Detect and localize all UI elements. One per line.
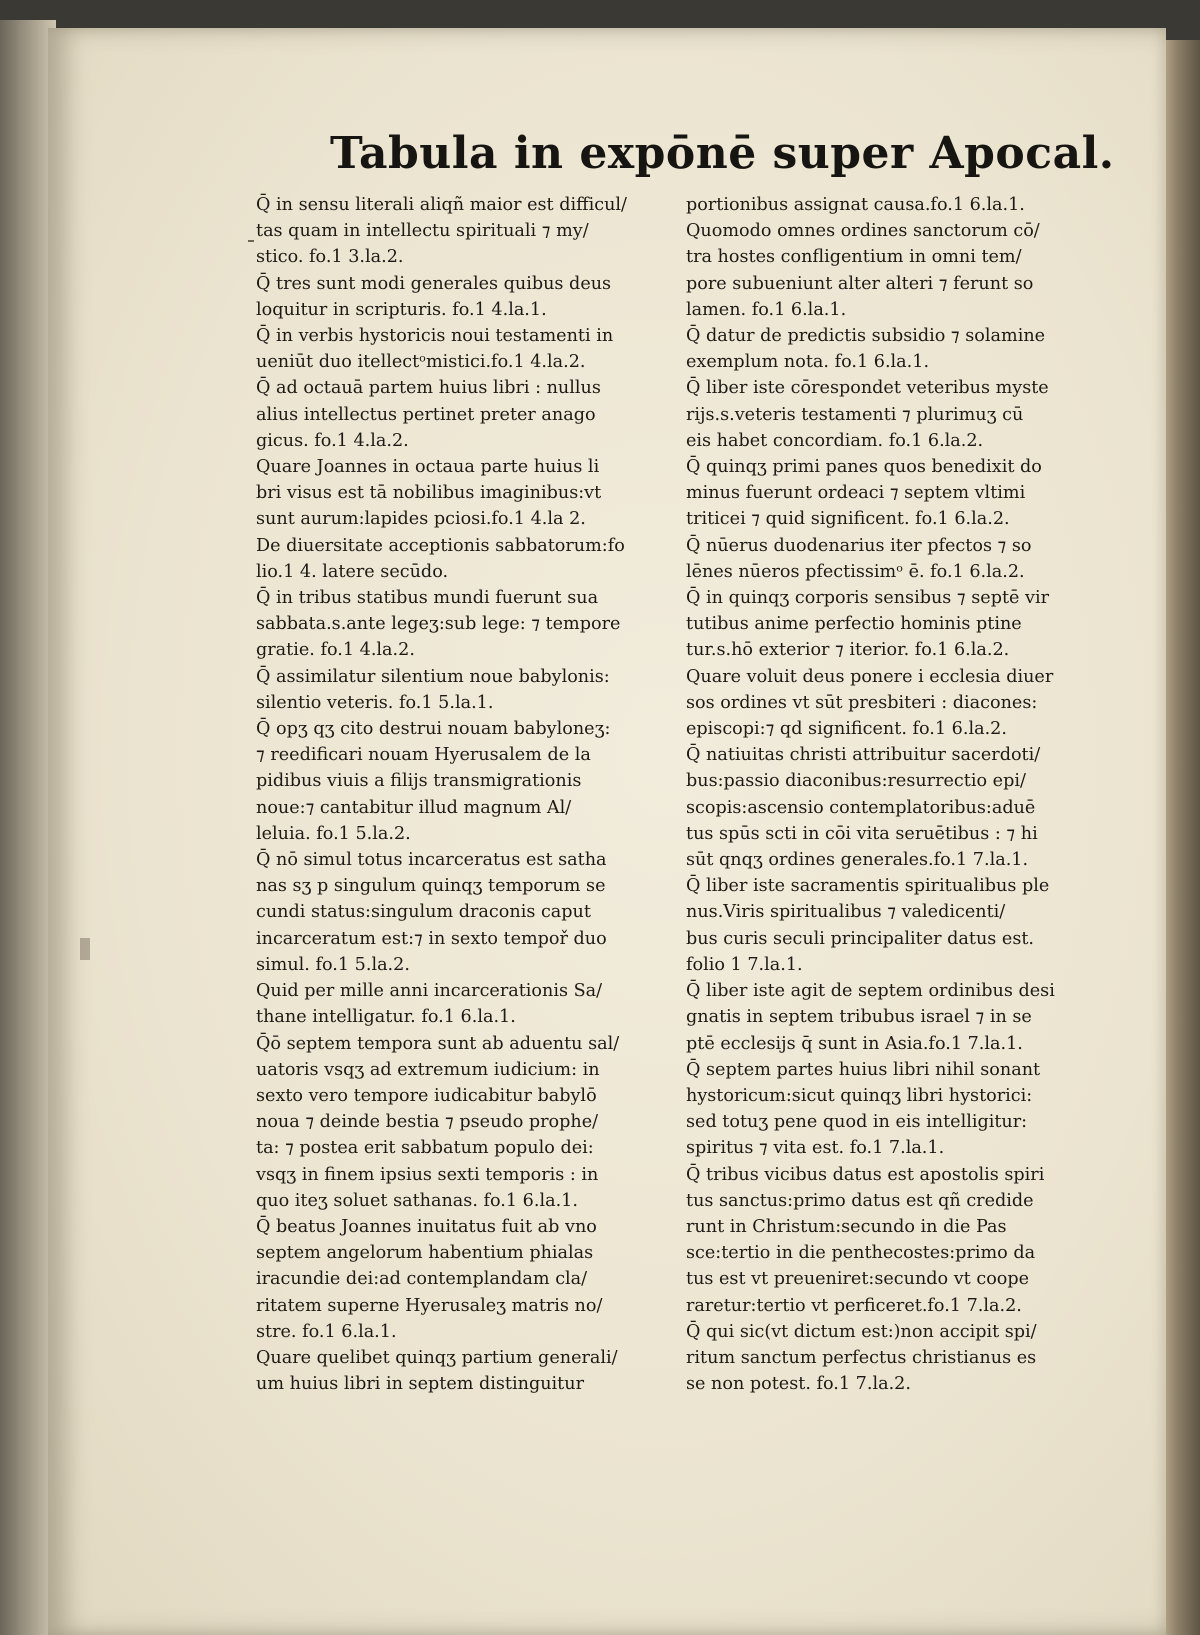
index-entry-line: spiritus ⁊ vita est. fo.1 7.la.1. (686, 1138, 945, 1159)
index-entry-line: loquitur in scripturis. fo.1 4.la.1. (256, 299, 547, 320)
index-entry-line: Q̄ liber iste agit de septem ordinibus desi (686, 981, 1055, 1002)
index-entry (256, 1214, 686, 1345)
index-entry-line: Q̄ liber iste sacramentis spiritualibus ple (686, 876, 1050, 897)
index-entry (256, 323, 686, 375)
index-entry (686, 742, 1126, 873)
index-entry-line: Q̄ tres sunt modi generales quibus deus (256, 273, 612, 294)
index-entry-line: Q̄ in verbis hystoricis noui testamenti in (256, 326, 614, 347)
index-entry-line: ⁊ reedificari nouam Hyerusalem de la (256, 745, 591, 766)
index-entry-line: quo iteʒ soluet sathanas. fo.1 6.la.1. (256, 1190, 578, 1211)
index-entry-line: scopis:ascensio contemplatoribus:aduē (686, 797, 1036, 818)
index-entry-line: se non potest. fo.1 7.la.2. (686, 1374, 911, 1395)
index-entry-line: exemplum nota. fo.1 6.la.1. (686, 352, 930, 373)
index-entry-line: tus spūs scti in cōi vita seruētibus : ⁊ hi (686, 823, 1038, 844)
index-entry-line: Q̄ quinqʒ primi panes quos benedixit do (686, 457, 1042, 478)
index-entry-line: um huius libri in septem distinguitur (256, 1374, 584, 1395)
index-entry-line: tus est vt preueniret:secundo vt coope (686, 1269, 1030, 1290)
index-entry-line: Quare quelibet quinqʒ partium generali/ (256, 1347, 618, 1368)
index-entry-line: sed totuʒ pene quod in eis intelligitur: (686, 1112, 1028, 1133)
index-entry-line: ta: ⁊ postea erit sabbatum populo dei: (256, 1138, 594, 1159)
index-entry (686, 323, 1126, 375)
index-entry-line: portionibus assignat causa.fo.1 6.la.1. (686, 195, 1025, 215)
index-entry-line: Quare voluit deus ponere i ecclesia diuer (686, 666, 1054, 687)
index-entry-line: episcopi:⁊ qd significent. fo.1 6.la.2. (686, 719, 1007, 740)
index-entry-line: vsqʒ in finem ipsius sexti temporis : in (256, 1164, 599, 1185)
index-entry-line: Q̄ nō simul totus incarceratus est satha (256, 850, 607, 871)
index-entry-line: stre. fo.1 6.la.1. (256, 1321, 397, 1342)
index-entry-line: lio.1 4. latere secūdo. (256, 561, 449, 582)
index-entry (686, 1057, 1126, 1162)
index-entry (256, 533, 686, 585)
index-entry (686, 873, 1126, 978)
index-entry (256, 1345, 686, 1397)
index-entry-line: sabbata.s.ante legeʒ:sub lege: ⁊ tempore (256, 614, 621, 635)
index-entry (256, 585, 686, 664)
index-entry (686, 454, 1126, 533)
index-entry-line: iracundie dei:ad contemplandam cla/ (256, 1269, 588, 1290)
index-entry (256, 847, 686, 978)
index-entry-line: Q̄ō septem tempora sunt ab aduentu sal/ (256, 1033, 620, 1054)
index-entry-line: Q̄ nūerus duodenarius iter pfectos ⁊ so (686, 535, 1032, 556)
index-entry (686, 192, 1126, 218)
index-entry-line: tutibus anime perfectio hominis ptine (686, 614, 1022, 635)
index-entry (256, 454, 686, 533)
index-entry-line: septem angelorum habentium phialas (256, 1243, 594, 1264)
index-entry-line: cundi status:singulum draconis caput (256, 902, 591, 923)
index-entry-line: Quare Joannes in octaua parte huius li (256, 457, 600, 478)
index-entry-line: tur.s.hō exterior ⁊ iterior. fo.1 6.la.2. (686, 640, 1010, 661)
index-entry (686, 585, 1126, 664)
index-entry (686, 533, 1126, 585)
index-entry-line: noue:⁊ cantabitur illud magnum Al/ (256, 797, 572, 818)
index-entry-line: pidibus viuis a filijs transmigrationis (256, 771, 582, 792)
index-entry-line: Q̄ in quinqʒ corporis sensibus ⁊ septē vir (686, 588, 1050, 609)
index-entry-line: gratie. fo.1 4.la.2. (256, 640, 415, 661)
index-entry-line: tus sanctus:primo datus est qñ credide (686, 1190, 1034, 1211)
facing-page-edge (1162, 40, 1200, 1635)
index-entry-line: Q̄ ad octauā partem huius libri : nullus (256, 378, 601, 399)
index-entry-line: nas sʒ p singulum quinqʒ temporum se (256, 876, 606, 897)
index-entry-line: pore subueniunt alter alteri ⁊ ferunt so (686, 273, 1034, 294)
index-entry-line: ptē ecclesijs q̄ sunt in Asia.fo.1 7.la.1. (686, 1033, 1023, 1054)
index-entry (686, 978, 1126, 1057)
index-entry-line: ueniūt duo itellectᵒmistici.fo.1 4.la.2. (256, 352, 586, 373)
index-entry-line: sūt qnqʒ ordines generales.fo.1 7.la.1. (686, 850, 1029, 871)
index-entry-line: uatoris vsqʒ ad extremum iudicium: in (256, 1059, 600, 1080)
index-entry-line: triticei ⁊ quid significent. fo.1 6.la.2. (686, 509, 1010, 530)
page-title: Tabula in expōnē super Apocal. (330, 128, 1115, 179)
index-entry-line: Q̄ qui sic(vt dictum est:)non accipit spi/ (686, 1321, 1037, 1342)
index-entry-line: Quid per mille anni incarcerationis Sa/ (256, 981, 603, 1002)
index-entry-line: minus fuerunt ordeaci ⁊ septem vltimi (686, 483, 1026, 504)
index-entry-line: silentio veteris. fo.1 5.la.1. (256, 692, 494, 713)
index-entry-line: Q̄ in sensu literali aliqñ maior est difficul/ (256, 195, 627, 215)
index-entry (256, 271, 686, 323)
index-entry-line: folio 1 7.la.1. (686, 954, 803, 975)
index-entry-line: Q̄ natiuitas christi attribuitur sacerdoti/ (686, 745, 1041, 766)
index-entry-line: rijs.s.veteris testamenti ⁊ plurimuʒ cū (686, 404, 1024, 425)
index-entry-line: Q̄ liber iste cōrespondet veteribus myste (686, 378, 1049, 399)
index-entry-line: sexto vero tempore iudicabitur babylō (256, 1085, 597, 1106)
index-entry-line: sce:tertio in die penthecostes:primo da (686, 1243, 1036, 1264)
index-entry-line: lēnes nūeros pfectissimᵒ ē. fo.1 6.la.2. (686, 561, 1025, 582)
index-entry-line: simul. fo.1 5.la.2. (256, 954, 410, 975)
index-entry-line: Q̄ beatus Joannes inuitatus fuit ab vno (256, 1216, 597, 1237)
index-entry (686, 375, 1126, 454)
index-entry-line: Q̄ septem partes huius libri nihil sonant (686, 1059, 1041, 1080)
index-entry (686, 218, 1126, 323)
index-entry-line: eis habet concordiam. fo.1 6.la.2. (686, 430, 984, 451)
index-entry-line: tas quam in intellectu spirituali ⁊ my/ (256, 221, 589, 242)
index-entry (686, 1162, 1126, 1319)
index-entry-line: De diuersitate acceptionis sabbatorum:fo (256, 535, 625, 556)
index-entry-line: raretur:tertio vt perficeret.fo.1 7.la.2. (686, 1295, 1022, 1316)
index-entry-line: nus.Viris spiritualibus ⁊ valedicenti/ (686, 902, 1006, 923)
index-entry-line: Q̄ in tribus statibus mundi fuerunt sua (256, 588, 599, 609)
index-entry (686, 1319, 1126, 1398)
index-entry-line: noua ⁊ deinde bestia ⁊ pseudo prophe/ (256, 1112, 599, 1133)
index-entry-line: Q̄ assimilatur silentium noue babylonis: (256, 666, 610, 687)
index-entry-line: Quomodo omnes ordines sanctorum cō/ (686, 221, 1040, 242)
index-entry-line: runt in Christum:secundo in die Pas (686, 1216, 1007, 1237)
index-entry-line: sunt aurum:lapides pciosi.fo.1 4.la 2. (256, 509, 586, 530)
index-entry-line: alius intellectus pertinet preter anago (256, 404, 596, 425)
index-entry-line: gicus. fo.1 4.la.2. (256, 430, 409, 451)
index-entry-line: stico. fo.1 3.la.2. (256, 247, 404, 268)
index-entry-line: thane intelligatur. fo.1 6.la.1. (256, 1007, 516, 1028)
margin-mark (80, 938, 90, 960)
left-column (256, 192, 686, 1397)
index-entry-line: bus curis seculi principaliter datus est. (686, 928, 1035, 949)
index-entry (256, 192, 686, 271)
index-entry (256, 978, 686, 1030)
index-entry-line: tra hostes confligentium in omni tem/ (686, 247, 1022, 268)
index-entry-line: bus:passio diaconibus:resurrectio epi/ (686, 771, 1026, 792)
index-entry-line: hystoricum:sicut quinqʒ libri hystorici: (686, 1085, 1033, 1106)
index-entry (256, 375, 686, 454)
index-entry (256, 664, 686, 716)
index-entry-line: ritatem superne Hyerusaleʒ matris no/ (256, 1295, 603, 1316)
index-entry (686, 664, 1126, 743)
index-entry-line: incarceratum est:⁊ in sexto tempoř duo (256, 928, 607, 949)
index-entry-line: gnatis in septem tribubus israel ⁊ in se (686, 1007, 1032, 1028)
index-entry-line: leluia. fo.1 5.la.2. (256, 823, 411, 844)
index-entry (256, 1031, 686, 1214)
index-entry-line: Q̄ tribus vicibus datus est apostolis spiri (686, 1164, 1045, 1185)
index-entry-line: bri visus est tā nobilibus imaginibus:vt (256, 483, 602, 504)
index-entry-line: lamen. fo.1 6.la.1. (686, 299, 847, 320)
index-entry-line: sos ordines vt sūt presbiteri : diacones: (686, 692, 1038, 713)
index-entry-line: ritum sanctum perfectus christianus es (686, 1347, 1037, 1368)
right-column (686, 192, 1126, 1397)
index-entry (256, 716, 686, 847)
margin-tick (248, 240, 254, 242)
index-entry-line: Q̄ opʒ qʒ cito destrui nouam babyloneʒ: (256, 719, 611, 740)
index-entry-line: Q̄ datur de predictis subsidio ⁊ solamine (686, 326, 1046, 347)
